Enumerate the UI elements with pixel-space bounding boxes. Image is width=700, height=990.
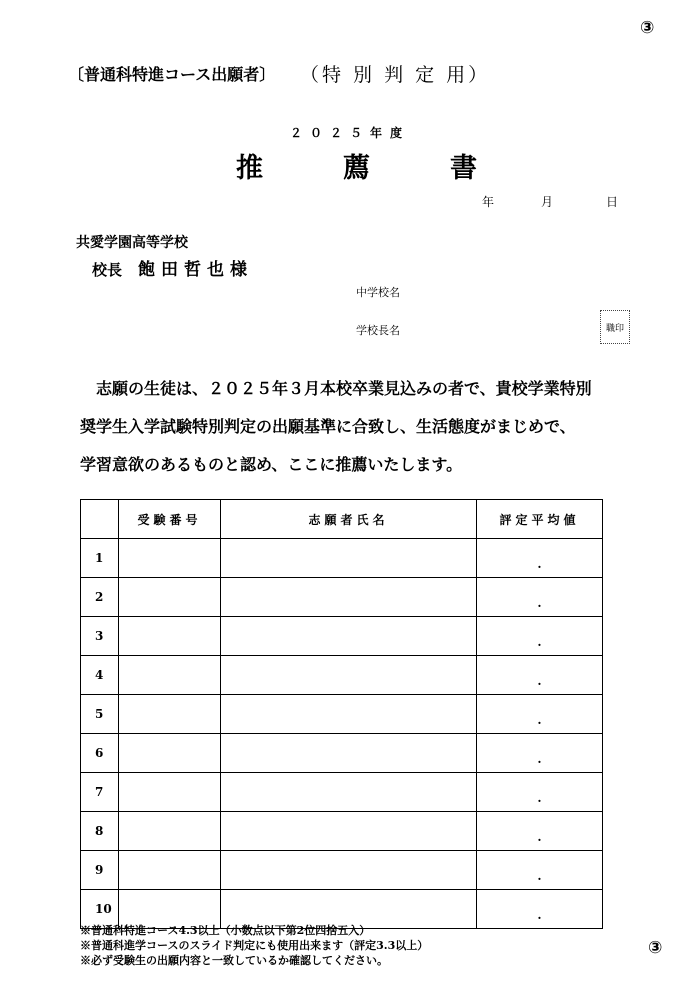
decimal-point: . xyxy=(537,869,542,883)
decimal-point: . xyxy=(537,635,542,649)
decimal-point: . xyxy=(537,791,542,805)
row-index: 6 xyxy=(81,734,119,773)
addressee-principal xyxy=(92,255,253,280)
table-row xyxy=(81,578,603,617)
decimal-point: . xyxy=(537,908,542,922)
decimal-point: . xyxy=(537,713,542,727)
row-index: 3 xyxy=(81,617,119,656)
applicant-name-cell[interactable] xyxy=(221,539,477,578)
table-row xyxy=(81,734,603,773)
grade-average-cell[interactable] xyxy=(477,539,603,578)
note-line: ※普通科特進コース4.3以上（小数点以下第2位四捨五入） xyxy=(80,924,371,937)
notes xyxy=(80,923,428,968)
exam-number-cell[interactable] xyxy=(119,617,221,656)
grade-average-cell[interactable] xyxy=(477,656,603,695)
exam-number-cell[interactable] xyxy=(119,539,221,578)
junior-high-school-label: 中学校名 xyxy=(356,286,400,299)
applicant-name-cell[interactable] xyxy=(221,734,477,773)
addressee-school: 共愛学園高等学校 xyxy=(76,235,188,251)
body-line: 奨学生入学試験特別判定の出願基準に合致し、生活態度がまじめで、 xyxy=(80,417,576,436)
year-label: ２０２５年度 xyxy=(289,126,410,140)
grade-average-cell[interactable] xyxy=(477,617,603,656)
table-row xyxy=(81,656,603,695)
note-line: ※普通科進学コースのスライド判定にも使用出来ます（評定3.3以上） xyxy=(80,939,429,952)
exam-number-cell[interactable] xyxy=(119,656,221,695)
applicant-name-cell[interactable] xyxy=(221,578,477,617)
row-index: 5 xyxy=(81,695,119,734)
applicant-name-cell[interactable] xyxy=(221,773,477,812)
grade-average-cell[interactable] xyxy=(477,734,603,773)
recommendation-text xyxy=(80,370,640,484)
title-char: 薦 xyxy=(343,153,370,184)
table-row xyxy=(81,773,603,812)
header-index xyxy=(81,500,119,539)
table-row xyxy=(81,617,603,656)
table-row xyxy=(81,539,603,578)
grade-average-cell[interactable] xyxy=(477,773,603,812)
applicant-name-cell[interactable] xyxy=(221,656,477,695)
header-applicant-name: 志願者氏名 xyxy=(221,500,477,539)
header-exam-number: 受験番号 xyxy=(119,500,221,539)
row-index: 8 xyxy=(81,812,119,851)
official-seal-box xyxy=(600,310,630,344)
grade-average-cell[interactable] xyxy=(477,890,603,929)
decimal-point: . xyxy=(537,596,542,610)
row-index: 4 xyxy=(81,656,119,695)
title-char: 推 xyxy=(236,153,263,184)
decimal-point: . xyxy=(537,674,542,688)
table-row xyxy=(81,851,603,890)
row-index: 7 xyxy=(81,773,119,812)
table-row xyxy=(81,695,603,734)
applicant-table xyxy=(80,499,603,929)
decimal-point: . xyxy=(537,752,542,766)
school-head-label: 学校長名 xyxy=(356,324,400,337)
grade-average-cell[interactable] xyxy=(477,695,603,734)
title-char: 書 xyxy=(450,153,477,184)
page-marker-bottom: ③ xyxy=(648,938,663,958)
principal-name: 飽田哲也様 xyxy=(138,260,254,280)
note-line: ※必ず受験生の出願内容と一致しているか確認してください。 xyxy=(80,954,388,967)
decimal-point: . xyxy=(537,830,542,844)
course-label: 〔普通科特進コース出願者〕 xyxy=(68,65,276,84)
document-title xyxy=(236,146,477,185)
exam-number-cell[interactable] xyxy=(119,851,221,890)
row-index: 2 xyxy=(81,578,119,617)
body-line: 志願の生徒は、２０２５年３月本校卒業見込みの者で、貴校学業特別 xyxy=(80,379,592,398)
header-grade-average: 評定平均値 xyxy=(477,500,603,539)
date-year: 年 xyxy=(482,195,495,209)
row-index: 10 xyxy=(81,890,119,929)
row-index: 1 xyxy=(81,539,119,578)
exam-number-cell[interactable] xyxy=(119,773,221,812)
table-header-row xyxy=(81,500,603,539)
page-marker-top: ③ xyxy=(640,18,655,38)
applicant-name-cell[interactable] xyxy=(221,617,477,656)
seal-label: 職印 xyxy=(605,323,624,334)
row-index: 9 xyxy=(81,851,119,890)
principal-role: 校長 xyxy=(92,261,123,279)
exam-number-cell[interactable] xyxy=(119,734,221,773)
exam-number-cell[interactable] xyxy=(119,578,221,617)
exam-number-cell[interactable] xyxy=(119,695,221,734)
applicant-name-cell[interactable] xyxy=(221,812,477,851)
table-row xyxy=(81,812,603,851)
grade-average-cell[interactable] xyxy=(477,851,603,890)
decimal-point: . xyxy=(537,557,542,571)
body-line: 学習意欲のあるものと認め、ここに推薦いたします。 xyxy=(80,455,463,474)
applicant-name-cell[interactable] xyxy=(221,695,477,734)
special-judgment-label: （特 別 判 定 用） xyxy=(300,64,491,86)
applicant-name-cell[interactable] xyxy=(221,851,477,890)
exam-number-cell[interactable] xyxy=(119,812,221,851)
grade-average-cell[interactable] xyxy=(477,812,603,851)
date-day: 日 xyxy=(606,195,619,209)
grade-average-cell[interactable] xyxy=(477,578,603,617)
date-month: 月 xyxy=(541,195,554,209)
